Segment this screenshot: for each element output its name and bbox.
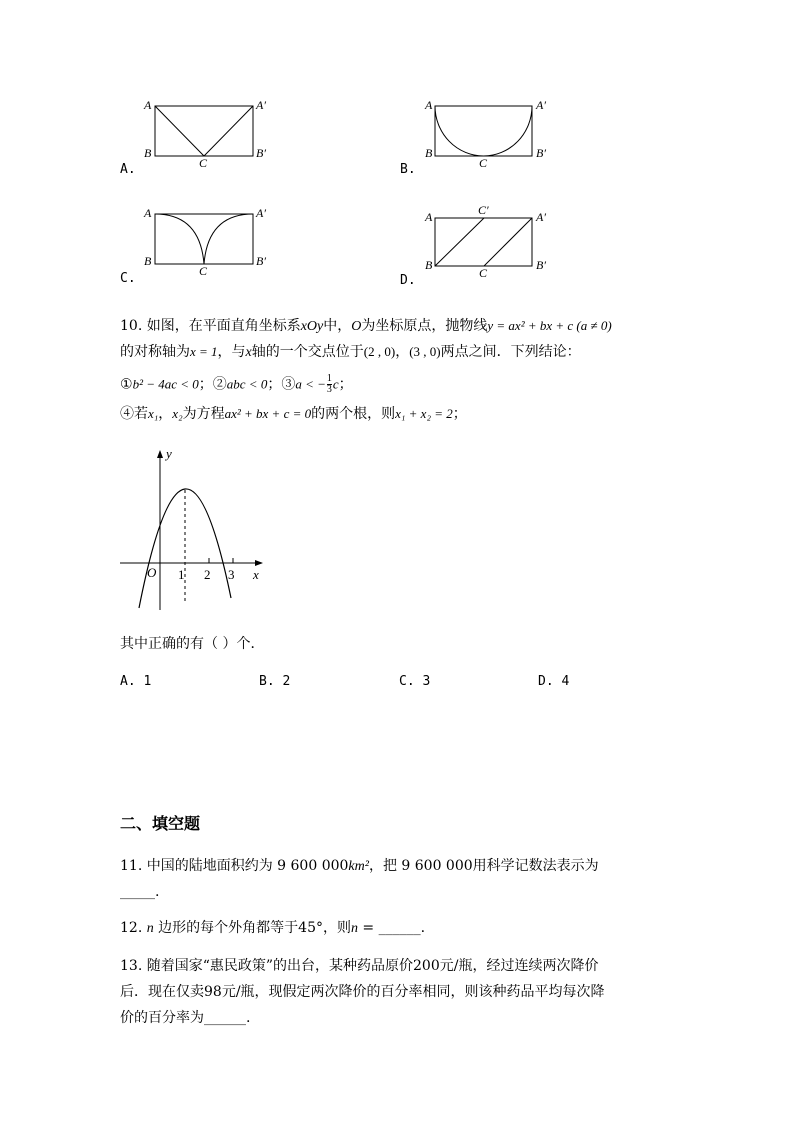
label-a: A xyxy=(425,210,433,224)
q11-text: ，把 9 600 000用科学记数法表示为 xyxy=(368,858,599,874)
label-b-prime: B′ xyxy=(536,146,546,160)
label-a-prime: A′ xyxy=(256,206,266,220)
label-b: B xyxy=(144,146,152,160)
label-a: A xyxy=(144,98,152,112)
q10-question: 其中正确的有（ ）个． xyxy=(120,636,265,652)
q10-root-sum: x₁ + x₂ = 2 xyxy=(395,406,453,421)
q10-text: ；② xyxy=(198,376,227,393)
q11-answer-blank[interactable]: _____. xyxy=(120,884,160,900)
graph-y-label: y xyxy=(166,446,172,461)
q10-text: ， xyxy=(395,344,410,360)
graph-origin-label: O xyxy=(147,565,157,580)
q10-parabola-equation: y = ax² + bx + c (a ≠ 0) xyxy=(487,318,612,333)
section-2-title: 二、填空题 xyxy=(120,814,201,833)
graph-tick-1-label: 1 xyxy=(178,567,185,582)
q10-choice-c[interactable]: C. 3 xyxy=(399,674,431,689)
label-b: B xyxy=(425,146,433,160)
label-c: C xyxy=(479,266,488,280)
q10-text: 的两个根，则 xyxy=(311,406,396,422)
label-b: B xyxy=(144,254,152,268)
q10-fraction-numerator: 1 xyxy=(326,373,332,384)
q10-quadratic-equation: ax² + bx + c = 0 xyxy=(224,406,312,421)
q10-point-2: (3 , 0) xyxy=(409,344,441,359)
option-d-letter[interactable]: D. xyxy=(400,273,416,288)
q10-x-var: x xyxy=(245,345,252,360)
q10-text: ， xyxy=(158,406,173,422)
q13-line-3[interactable]: 价的百分率为______. xyxy=(120,1010,251,1026)
q10-text: ； xyxy=(338,376,353,393)
label-a: A xyxy=(425,98,433,112)
q10-point-1: (2 , 0) xyxy=(363,344,396,359)
q10-choice-d[interactable]: D. 4 xyxy=(538,674,570,689)
q10-x1: x₁ xyxy=(148,406,159,421)
label-a-prime: A′ xyxy=(536,98,546,112)
q10-conclusion-2: abc < 0 xyxy=(226,376,268,392)
label-b: B xyxy=(425,258,433,272)
q10-fraction-denominator: 3 xyxy=(326,384,332,395)
q11-unit: km² xyxy=(348,859,369,874)
parabola-curve xyxy=(139,489,231,608)
q10-number: 10. xyxy=(120,318,143,334)
q10-origin: O xyxy=(351,319,362,334)
label-c-prime: C′ xyxy=(478,203,489,217)
q10-xoy: xOy xyxy=(300,319,324,334)
q10-text: ；③ xyxy=(267,376,296,393)
label-c: C xyxy=(199,264,208,278)
q10-text: ④若 xyxy=(120,406,148,422)
q10-axis-equation: x = 1 xyxy=(190,344,218,359)
q10-text: 的对称轴为 xyxy=(120,344,190,360)
q10-conclusion-1-mark: ① xyxy=(120,376,133,393)
label-b-prime: B′ xyxy=(256,254,266,268)
q10-text: 为方程 xyxy=(182,406,225,422)
q10-text: 为坐标原点，抛物线 xyxy=(361,318,488,334)
label-b-prime: B′ xyxy=(536,258,546,272)
q11-line-1 xyxy=(120,856,599,877)
label-c: C xyxy=(199,156,208,170)
q10-text: ，与 xyxy=(217,344,246,360)
graph-tick-3-label: 3 xyxy=(228,567,235,582)
option-b-letter[interactable]: B. xyxy=(400,162,416,177)
label-a-prime: A′ xyxy=(256,98,266,112)
option-a-letter[interactable]: A. xyxy=(120,162,136,177)
q12-text: 边形的每个外角都等于45°，则 xyxy=(153,920,351,936)
option-c-letter[interactable]: C. xyxy=(120,271,136,286)
q12-line xyxy=(120,918,425,939)
q10-choice-b[interactable]: B. 2 xyxy=(259,674,291,689)
q13-line-1: 13. 随着国家“惠民政策”的出台，某种药品原价200元/瓶，经过连续两次降价 xyxy=(120,958,599,974)
label-a-prime: A′ xyxy=(536,210,546,224)
label-c: C xyxy=(479,156,488,170)
q12-n: n xyxy=(350,921,358,936)
q13-line-2: 后．现在仅卖98元/瓶，现假定两次降价的百分率相同，则该种药品平均每次降 xyxy=(120,984,605,1000)
label-b-prime: B′ xyxy=(256,146,266,160)
q10-choice-a[interactable]: A. 1 xyxy=(120,674,152,689)
q10-text: 中， xyxy=(323,318,352,334)
q10-conclusion-1: b² − 4ac < 0 xyxy=(132,376,199,392)
q12-number: 12. xyxy=(120,920,147,936)
q10-text: 两点之间．下列结论： xyxy=(440,344,581,360)
q11-text: 11. 中国的陆地面积约为 9 600 000 xyxy=(120,858,349,874)
q10-text: ； xyxy=(452,406,467,422)
graph-tick-2-label: 2 xyxy=(204,567,211,582)
label-a: A xyxy=(144,206,152,220)
q12-answer-blank[interactable]: = ______. xyxy=(357,920,426,936)
q10-x2: x₂ xyxy=(172,406,183,421)
q10-text: 轴的一个交点位于 xyxy=(251,344,364,360)
q12-n: n xyxy=(146,921,154,936)
graph-x-label: x xyxy=(253,567,259,582)
q10-conclusion-3-c: c xyxy=(332,376,339,392)
q10-text: 如图，在平面直角坐标系 xyxy=(146,318,301,334)
q10-conclusion-3: a < − xyxy=(295,376,326,392)
